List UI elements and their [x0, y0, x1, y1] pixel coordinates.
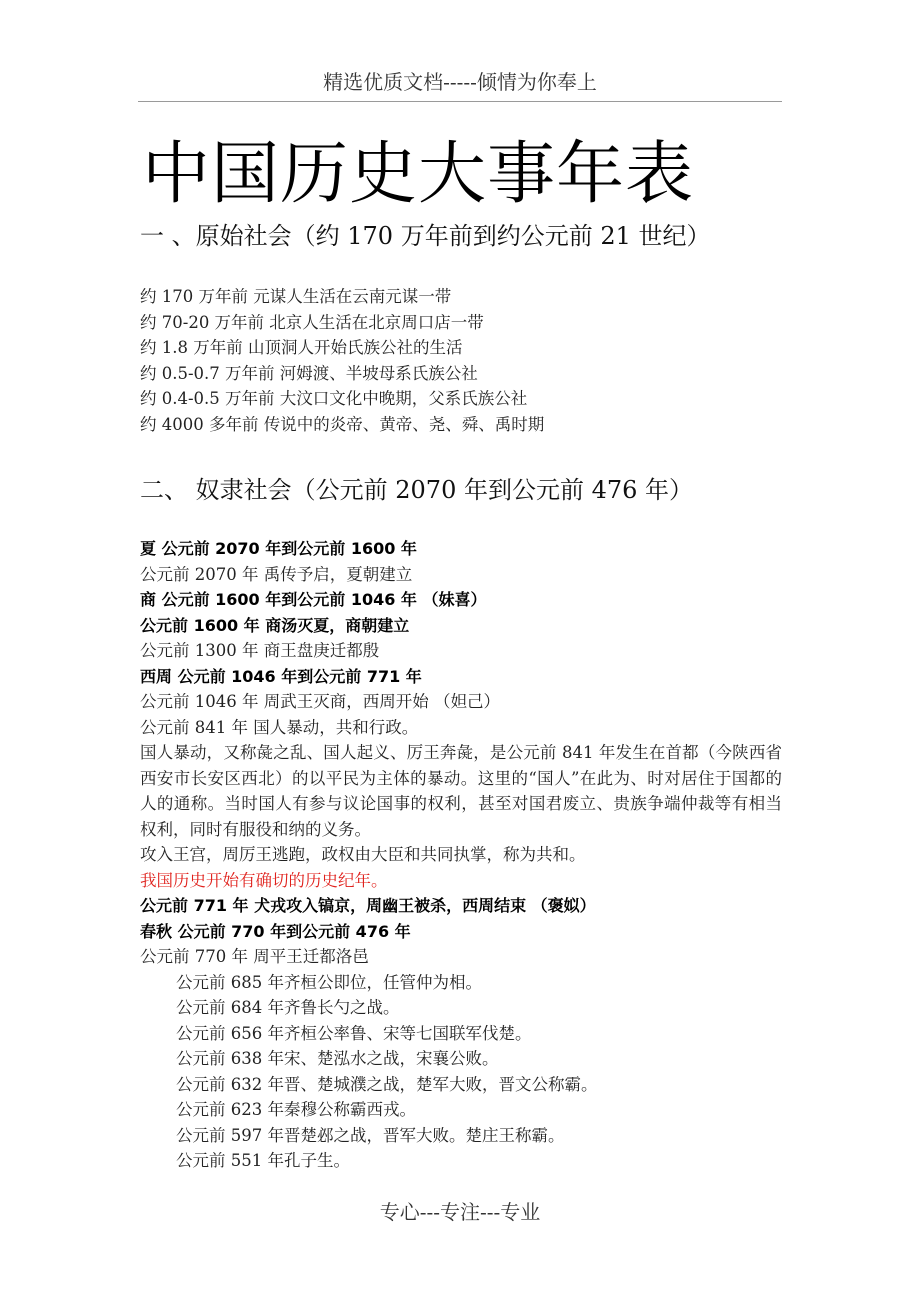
list-item: 约 0.5-0.7 万年前 河姆渡、半坡母系氏族公社 — [140, 363, 478, 383]
list-item: 公元前 638 年宋、楚泓水之战，宋襄公败。 — [176, 1049, 499, 1068]
list-item: 公元前 597 年晋楚邲之战，晋军大败。楚庄王称霸。 — [176, 1125, 565, 1145]
list-item: 公元前 1300 年 商王盘庚迁都殷 — [140, 641, 380, 660]
list-item: 约 4000 多年前 传说中的炎帝、黄帝、尧、舜、禹时期 — [140, 414, 545, 434]
list-item: 约 0.4-0.5 万年前 大汶口文化中晚期，父系氏族公社 — [140, 389, 528, 408]
page-header: 精选优质文档-----倾情为你奉上 — [138, 66, 782, 102]
document-title: 中国历史大事年表 — [142, 135, 695, 214]
dynasty-heading-xizhou: 西周 公元前 1046 年到公元前 771 年 — [140, 666, 422, 686]
list-item: 公元前 841 年 国人暴动，共和行政。 — [140, 717, 419, 737]
list-item: 公元前 623 年秦穆公称霸西戎。 — [176, 1100, 416, 1119]
list-item: 公元前 1046 年 周武王灭商，西周开始 （妲己） — [140, 692, 500, 711]
list-item: 公元前 770 年 周平王迁都洛邑 — [140, 947, 369, 966]
primitive-society-list — [140, 284, 790, 437]
dynasty-heading-xia: 夏 公元前 2070 年到公元前 1600 年 — [140, 539, 417, 558]
list-item: 约 1.8 万年前 山顶洞人开始氏族公社的生活 — [140, 338, 463, 357]
list-item: 公元前 2070 年 禹传予启，夏朝建立 — [140, 564, 413, 584]
section-heading-primitive: 一 、原始社会（约 170 万年前到约公元前 21 世纪） — [140, 222, 711, 250]
list-item: 攻入王宫，周厉王逃跑，政权由大臣和共同执掌，称为共和。 — [140, 845, 586, 864]
list-item: 公元前 551 年孔子生。 — [176, 1151, 350, 1170]
list-item: 公元前 656 年齐桓公率鲁、宋等七国联军伐楚。 — [176, 1023, 532, 1043]
dynasty-heading-chunqiu: 春秋 公元前 770 年到公元前 476 年 — [140, 921, 411, 941]
event-xizhou-end: 公元前 771 年 犬戎攻入镐京，周幽王被杀，西周结束 （褒姒） — [140, 896, 596, 915]
red-note: 我国历史开始有确切的历史纪年。 — [140, 870, 388, 890]
slave-society-list — [140, 536, 790, 1174]
list-item: 公元前 685 年齐桓公即位，任管仲为相。 — [176, 972, 482, 992]
list-item: 公元前 632 年晋、楚城濮之战，楚军大败，晋文公称霸。 — [176, 1074, 598, 1094]
page-footer: 专心---专注---专业 — [379, 1200, 541, 1224]
guoren-paragraph: 国人暴动，又称彘之乱、国人起义、厉王奔彘，是公元前 841 年发生在首都（今陕西省西安市长安区西北）的以平民为主体的暴动。这里的“国人”在此为、时对居住于国都的人的通称。当时国人有参与议论国事的权利，甚至对国君废立、贵族争端仲裁等有相当权利，同时有服役和纳的义务。 — [140, 743, 782, 839]
list-item: 公元前 684 年齐鲁长勺之战。 — [176, 998, 400, 1017]
dynasty-heading-shang: 商 公元前 1600 年到公元前 1046 年 （妹喜） — [140, 590, 487, 609]
list-item: 约 170 万年前 元谋人生活在云南元谋一带 — [140, 287, 452, 306]
event-shang-founded: 公元前 1600 年 商汤灭夏，商朝建立 — [140, 615, 410, 635]
list-item: 约 70-20 万年前 北京人生活在北京周口店一带 — [140, 312, 484, 332]
section-heading-slave: 二、 奴隶社会（公元前 2070 年到公元前 476 年） — [140, 476, 694, 504]
